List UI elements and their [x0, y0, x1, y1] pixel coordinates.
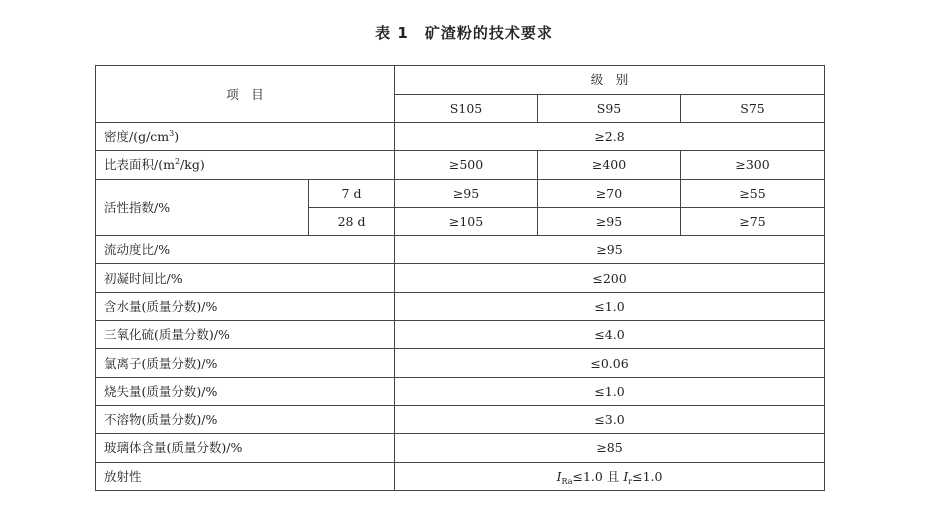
- activity-28d-s105: ≥105: [395, 207, 538, 235]
- activity-7d-s95: ≥70: [538, 179, 681, 207]
- activity-7d-age: 7 d: [309, 179, 395, 207]
- activity-28d-s75: ≥75: [681, 207, 825, 235]
- loss-on-ignition-label: 烧失量(质量分数)/%: [96, 377, 395, 405]
- table-row: [96, 151, 825, 179]
- grade-s95: S95: [538, 94, 681, 123]
- table-row: [96, 349, 825, 377]
- table-row: [96, 123, 825, 151]
- chloride-label: 氯离子(质量分数)/%: [96, 349, 395, 377]
- insoluble-label: 不溶物(质量分数)/%: [96, 405, 395, 433]
- insoluble-value: ≤3.0: [395, 405, 825, 433]
- chloride-value: ≤0.06: [395, 349, 825, 377]
- activity-7d-s105: ≥95: [395, 179, 538, 207]
- so3-label: 三氧化硫(质量分数)/%: [96, 321, 395, 349]
- table-row: [96, 321, 825, 349]
- activity-28d-s95: ≥95: [538, 207, 681, 235]
- activity-7d-s75: ≥55: [681, 179, 825, 207]
- table-row: [96, 264, 825, 292]
- glass-content-label: 玻璃体含量(质量分数)/%: [96, 434, 395, 462]
- header-row-1: [96, 66, 825, 95]
- setting-time-value: ≤200: [395, 264, 825, 292]
- radioactivity-value: $I_{Ra}\le 1.0$ 且 $I_r\le 1.0$: [395, 462, 825, 490]
- so3-value: ≤4.0: [395, 321, 825, 349]
- radioactivity-label: 放射性: [96, 462, 395, 490]
- moisture-label: 含水量(质量分数)/%: [96, 292, 395, 320]
- grade-header: 级 别: [395, 66, 825, 95]
- table-row: [96, 236, 825, 264]
- surface-area-s95: ≥400: [538, 151, 681, 179]
- setting-time-label: 初凝时间比/%: [96, 264, 395, 292]
- loss-on-ignition-value: ≤1.0: [395, 377, 825, 405]
- table-row: [96, 462, 825, 490]
- surface-area-s105: ≥500: [395, 151, 538, 179]
- table-row: [96, 405, 825, 433]
- item-header: 项 目: [96, 66, 395, 123]
- table-number: 表 1: [375, 24, 409, 42]
- grade-s105: S105: [395, 94, 538, 123]
- surface-area-label: 比表面积$/(m^2/kg)$: [96, 151, 395, 179]
- slag-powder-spec-table: [95, 65, 825, 491]
- density-value: ≥2.8: [395, 123, 825, 151]
- activity-label: 活性指数/%: [96, 179, 309, 236]
- grade-s75: S75: [681, 94, 825, 123]
- fluidity-value: ≥95: [395, 236, 825, 264]
- fluidity-label: 流动度比/%: [96, 236, 395, 264]
- table-title: [0, 22, 928, 43]
- table-row: [96, 179, 825, 207]
- table-caption: 矿渣粉的技术要求: [424, 24, 553, 42]
- table-row: [96, 377, 825, 405]
- glass-content-value: ≥85: [395, 434, 825, 462]
- surface-area-s75: ≥300: [681, 151, 825, 179]
- moisture-value: ≤1.0: [395, 292, 825, 320]
- table-row: [96, 292, 825, 320]
- activity-28d-age: 28 d: [309, 207, 395, 235]
- table-row: [96, 434, 825, 462]
- density-label: 密度$/(g/cm^3)$: [96, 123, 395, 151]
